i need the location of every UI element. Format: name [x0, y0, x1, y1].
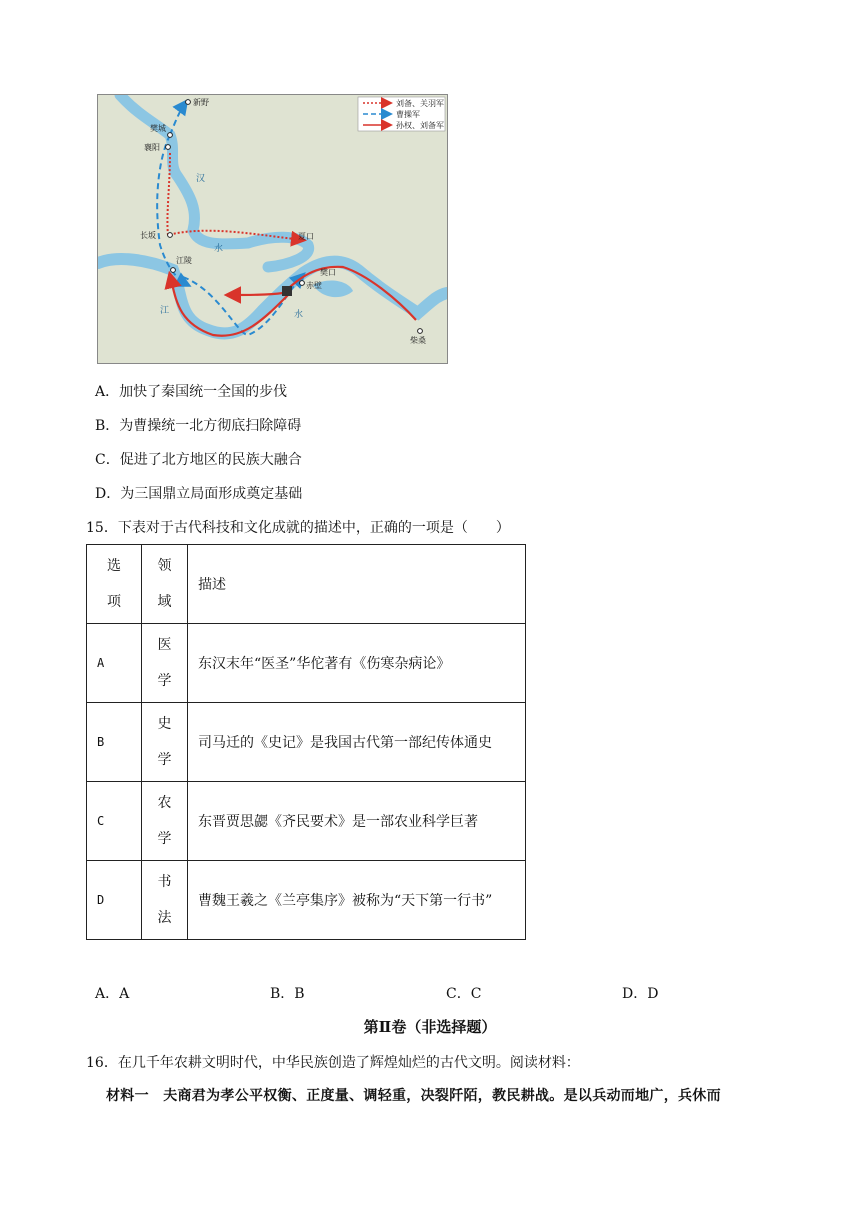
map-legend [358, 97, 445, 131]
place-jiangling: 江陵 [176, 256, 192, 265]
row-desc: 东汉末年“医圣”华佗著有《伤寒杂病论》 [188, 624, 526, 703]
legend-liubei-guanyu: 刘备、关羽军 [396, 99, 444, 108]
q14-option-a[interactable]: A．加快了秦国统一全国的步伐 [95, 384, 288, 400]
table-header-row [87, 545, 526, 624]
map-svg [98, 95, 447, 363]
row-field-char-2: 法 [157, 910, 172, 926]
battle-icon [282, 286, 292, 296]
place-fankou: 樊口 [320, 268, 336, 277]
legend-sunquan-liubei: 孙权、刘备军 [396, 121, 444, 130]
table-row [87, 861, 526, 940]
legend-cao: 曹操军 [396, 110, 420, 119]
row-field [142, 782, 188, 861]
header-field-char-2: 域 [157, 594, 172, 610]
row-desc: 曹魏王羲之《兰亭集序》被称为“天下第一行书” [188, 861, 526, 940]
section-title: 第Ⅱ卷（非选择题） [363, 1018, 497, 1036]
row-option: C [87, 782, 142, 861]
row-option: A [87, 624, 142, 703]
header-option [87, 545, 142, 624]
q15-answer-b[interactable]: B．B [270, 986, 305, 1002]
row-field-char-1: 史 [157, 716, 172, 732]
river-label-shui-2: 水 [294, 310, 304, 320]
place-xinye: 新野 [193, 98, 209, 107]
row-desc: 东晋贾思勰《齐民要术》是一部农业科学巨著 [188, 782, 526, 861]
table-row [87, 703, 526, 782]
row-option: D [87, 861, 142, 940]
q15-answer-c[interactable]: C．C [446, 986, 482, 1002]
table-row [87, 782, 526, 861]
place-xiakou: 夏口 [298, 232, 314, 241]
place-fancheng: 樊城 [150, 124, 166, 133]
q15-stem: 15．下表对于古代科技和文化成就的描述中，正确的一项是（ ） [86, 520, 510, 536]
cao-army-route-north [170, 102, 186, 135]
q14-option-b[interactable]: B．为曹操统一北方彻底扫除障碍 [95, 418, 302, 434]
row-field-char-1: 医 [157, 637, 172, 653]
q16-stem: 16．在几千年农耕文明时代，中华民族创造了辉煌灿烂的古代文明。阅读材料： [86, 1055, 580, 1071]
table-row [87, 624, 526, 703]
q15-answer-d[interactable]: D．D [622, 986, 659, 1002]
row-option: B [87, 703, 142, 782]
han-river [120, 95, 309, 267]
header-option-char-2: 项 [107, 594, 121, 610]
place-changban: 长坂 [140, 231, 156, 240]
row-field [142, 861, 188, 940]
header-field-char-1: 领 [157, 558, 172, 574]
place-markers [166, 100, 423, 334]
place-xiangyang: 襄阳 [144, 143, 160, 152]
q14-option-c[interactable]: C．促进了北方地区的民族大融合 [95, 452, 302, 468]
row-field [142, 703, 188, 782]
row-field-char-1: 书 [157, 874, 172, 890]
row-desc: 司马迁的《史记》是我国古代第一部纪传体通史 [188, 703, 526, 782]
row-field-char-2: 学 [157, 673, 172, 689]
q15-answer-a[interactable]: A．A [95, 986, 130, 1002]
q15-table [86, 544, 526, 940]
q16-material-1: 材料一 夫商君为孝公平权衡、正度量、调轻重，决裂阡陌，教民耕战。是以兵动而地广，兵休而 [106, 1088, 721, 1104]
header-field [142, 545, 188, 624]
row-field [142, 624, 188, 703]
river-label-jiang: 江 [160, 306, 170, 316]
header-desc: 描述 [188, 545, 526, 624]
row-field-char-2: 学 [157, 831, 172, 847]
river-label-han: 汉 [196, 174, 206, 184]
row-field-char-2: 学 [157, 752, 172, 768]
chibi-battle-map [97, 94, 448, 364]
q14-option-d[interactable]: D．为三国鼎立局面形成奠定基础 [95, 486, 303, 502]
place-chibi: 赤壁 [306, 281, 322, 290]
river-label-shui-1: 水 [214, 244, 224, 254]
row-field-char-1: 农 [157, 795, 172, 811]
header-option-char-1: 选 [107, 558, 121, 574]
place-chaisang: 柴桑 [410, 336, 426, 345]
